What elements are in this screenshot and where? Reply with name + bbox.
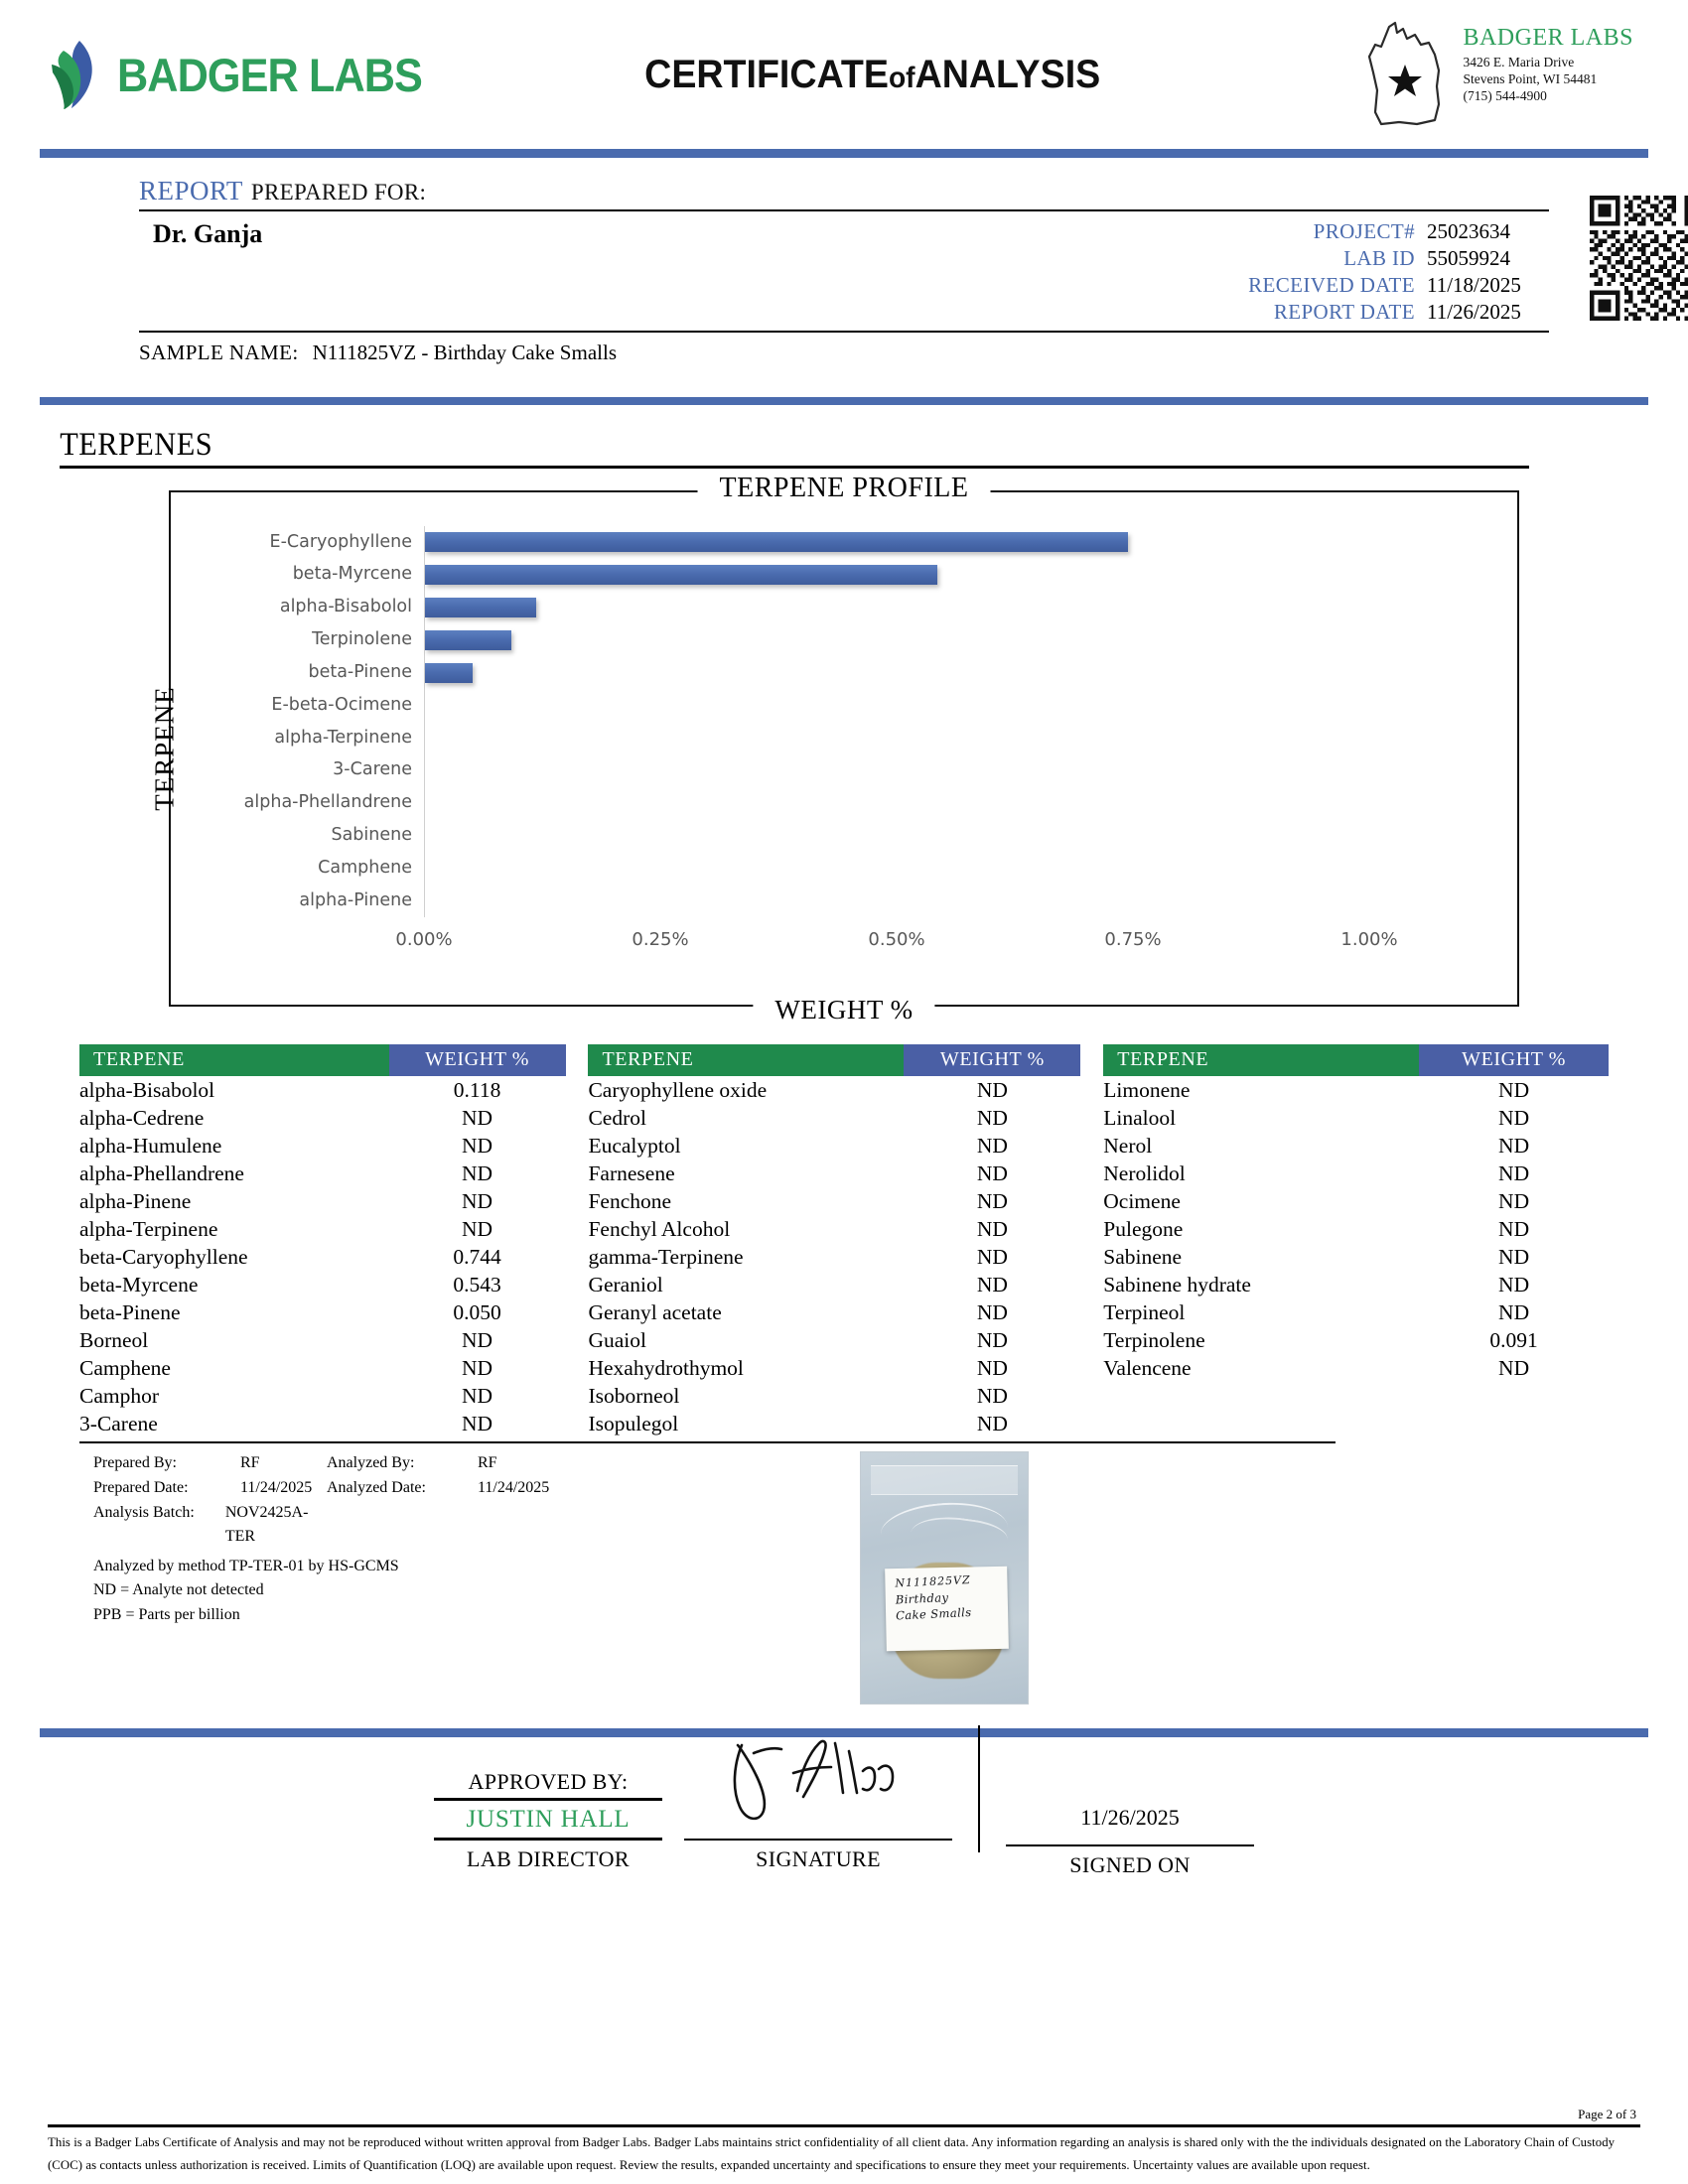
cell-terpene-name: Pulegone xyxy=(1103,1216,1184,1241)
table-row xyxy=(79,1298,1609,1326)
cell-terpene-name: Caryophyllene oxide xyxy=(588,1077,768,1102)
sample-name-label: SAMPLE NAME: xyxy=(139,341,299,364)
col2-terpene-header: TERPENE xyxy=(588,1044,904,1076)
analyzed-by-label: Analyzed By: xyxy=(327,1454,415,1471)
photo-label-line1: N111825VZ xyxy=(895,1573,972,1590)
chart-category-label: Camphene xyxy=(318,857,412,878)
chart-category-label: alpha-Phellandrene xyxy=(243,792,412,813)
cell-gap xyxy=(566,1354,589,1382)
cell-terpene-name: gamma-Terpinene xyxy=(588,1244,744,1269)
signed-on-date: 11/26/2025 xyxy=(1080,1805,1180,1830)
cell-gap xyxy=(566,1382,589,1410)
cell-terpene-name: beta-Pinene xyxy=(79,1299,181,1324)
approval-block xyxy=(0,1769,1688,1878)
lab-city: Stevens Point, WI 54481 xyxy=(1463,70,1598,86)
chart-bar-slot xyxy=(425,623,1487,656)
cell-terpene-name: alpha-Phellandrene xyxy=(79,1160,244,1185)
cell-terpene-name: Cedrol xyxy=(588,1105,646,1130)
report-fields xyxy=(1248,219,1549,325)
cell-weight-value: ND xyxy=(462,1105,493,1130)
chart-category-labels xyxy=(211,526,424,917)
sample-photo-label xyxy=(885,1567,1008,1652)
cell-weight-value: ND xyxy=(976,1299,1008,1324)
cell-terpene-name: Geraniol xyxy=(588,1272,663,1297)
cell-gap xyxy=(566,1104,589,1132)
cell-weight-value xyxy=(1419,1410,1609,1437)
batch-group xyxy=(93,1501,327,1551)
cell-gap xyxy=(1080,1132,1103,1160)
cell-terpene-name: Isopulegol xyxy=(588,1411,679,1435)
table-row xyxy=(79,1271,1609,1298)
chart-plot-area xyxy=(424,526,1487,917)
chart-x-axis-title: WEIGHT % xyxy=(753,995,934,1025)
coa-title-end: ANALYSIS xyxy=(914,52,1101,96)
cell-terpene-name: Ocimene xyxy=(1103,1188,1181,1213)
chart-x-tick-labels xyxy=(395,929,1487,955)
table-row xyxy=(79,1187,1609,1215)
chart-category-label: alpha-Terpinene xyxy=(274,727,412,748)
chart-category-label: Terpinolene xyxy=(312,629,412,650)
analyzed-date-group xyxy=(327,1476,549,1501)
cell-weight-value: 0.543 xyxy=(453,1272,501,1297)
cell-terpene-name: Isoborneol xyxy=(588,1383,680,1408)
cell-gap xyxy=(1080,1076,1103,1104)
cell-gap xyxy=(566,1215,589,1243)
terpenes-section-rule xyxy=(40,397,1648,405)
disclaimer-text: This is a Badger Labs Certificate of Analysis and may not be reproduced without written approval from Badger Labs. Badger Labs maintains strict confidentiality of all client data. Any information regarding an analysis is shared only with the the individuals designated on the Laboratory Chain of Custody (COC) as contacts unless authorization is received. Limits of Quantification (LOQ) are available upon request. Review the results, expanded uncertainty and specifications to ensure they meet your requirements. Uncertainty values are available upon request. xyxy=(48,2135,1616,2172)
chart-bar-slot xyxy=(425,656,1487,689)
cell-terpene-name: Eucalyptol xyxy=(588,1133,681,1158)
meta-row xyxy=(1248,273,1549,298)
col1-terpene-header: TERPENE xyxy=(79,1044,389,1076)
table-row xyxy=(79,1132,1609,1160)
lab-phone: (715) 544-4900 xyxy=(1463,88,1547,104)
sample-photo xyxy=(860,1451,1029,1705)
cell-weight-value: ND xyxy=(976,1244,1008,1269)
cell-terpene-name: Terpineol xyxy=(1103,1299,1186,1324)
chart-category-label: alpha-Bisabolol xyxy=(279,597,412,617)
chart-bar-slot xyxy=(425,689,1487,722)
analyzed-date-label: Analyzed Date: xyxy=(327,1478,426,1496)
chart-x-tick: 1.00% xyxy=(1340,929,1398,950)
meta-row xyxy=(1248,300,1549,325)
cell-weight-value: ND xyxy=(976,1133,1008,1158)
signed-on-label: SIGNED ON xyxy=(1069,1852,1191,1877)
page-title xyxy=(501,53,1281,97)
cell-terpene-name: alpha-Terpinene xyxy=(79,1216,218,1241)
terpene-profile-chart xyxy=(149,473,1519,1024)
prepared-date-label: Prepared Date: xyxy=(93,1478,189,1496)
cell-gap xyxy=(1080,1410,1103,1437)
cell-gap xyxy=(1080,1243,1103,1271)
cell-weight-value: ND xyxy=(976,1105,1008,1130)
cell-weight-value: ND xyxy=(1498,1272,1530,1297)
table-row xyxy=(79,1104,1609,1132)
cell-terpene-name: Nerol xyxy=(1103,1133,1153,1158)
table-header xyxy=(79,1044,1609,1076)
cell-terpene-name: beta-Myrcene xyxy=(79,1272,199,1297)
cell-gap xyxy=(566,1271,589,1298)
cell-terpene-name: Sabinene hydrate xyxy=(1103,1272,1251,1297)
sample-name-row xyxy=(139,333,1549,369)
chart-category-label: E-Caryophyllene xyxy=(269,531,412,552)
col-gap xyxy=(566,1044,589,1076)
cell-gap xyxy=(1080,1326,1103,1354)
header-divider-rule xyxy=(40,149,1648,158)
cell-terpene-name: Hexahydrothymol xyxy=(588,1355,744,1380)
cell-terpene-name xyxy=(1103,1382,1419,1410)
cell-gap xyxy=(566,1187,589,1215)
field-label-project: PROJECT# xyxy=(1313,219,1415,243)
section-title-underline xyxy=(60,466,1529,469)
cell-terpene-name: alpha-Humulene xyxy=(79,1133,222,1158)
analysis-meta xyxy=(79,1451,854,1705)
col1-weight-header: WEIGHT % xyxy=(389,1044,566,1076)
field-label-received-date: RECEIVED DATE xyxy=(1248,273,1415,297)
lab-address-text xyxy=(1463,17,1633,105)
cell-weight-value: ND xyxy=(1498,1216,1530,1241)
col3-weight-header: WEIGHT % xyxy=(1419,1044,1609,1076)
meta-row xyxy=(1248,219,1549,244)
chart-category-label: alpha-Pinene xyxy=(299,889,412,910)
lab-address-block xyxy=(1306,17,1633,132)
cell-gap xyxy=(1080,1354,1103,1382)
cell-gap xyxy=(1080,1187,1103,1215)
table-row xyxy=(79,1326,1609,1354)
cell-gap xyxy=(1080,1298,1103,1326)
cell-weight-value: ND xyxy=(462,1216,493,1241)
field-value-project: 25023634 xyxy=(1427,219,1510,243)
cell-weight-value: ND xyxy=(462,1383,493,1408)
cell-gap xyxy=(566,1076,589,1104)
report-word: REPORT xyxy=(139,176,243,205)
chart-bar xyxy=(425,663,473,683)
cell-terpene-name: Fenchyl Alcohol xyxy=(588,1216,731,1241)
cell-weight-value: ND xyxy=(976,1216,1008,1241)
approver-name: JUSTIN HALL xyxy=(466,1806,631,1833)
cell-gap xyxy=(566,1132,589,1160)
signature-label: SIGNATURE xyxy=(756,1846,881,1871)
cell-weight-value: ND xyxy=(462,1160,493,1185)
lab-street: 3426 E. Maria Drive xyxy=(1463,54,1575,69)
table-row xyxy=(79,1410,1609,1437)
cell-terpene-name: Geranyl acetate xyxy=(588,1299,722,1324)
cell-gap xyxy=(1080,1382,1103,1410)
photo-label-line3: Cake Smalls xyxy=(896,1605,972,1623)
report-info-block xyxy=(139,176,1549,369)
field-value-received-date: 11/18/2025 xyxy=(1427,273,1521,297)
cell-terpene-name: Nerolidol xyxy=(1103,1160,1186,1185)
prepared-by-label: Prepared By: xyxy=(93,1454,177,1471)
field-label-lab-id: LAB ID xyxy=(1343,246,1415,270)
meta-row-batch xyxy=(93,1501,854,1551)
signature-mark xyxy=(724,1727,913,1832)
sample-name-value: N111825VZ - Birthday Cake Smalls xyxy=(312,341,617,364)
cell-gap xyxy=(1080,1271,1103,1298)
chart-bar-slot xyxy=(425,787,1487,820)
cell-weight-value: ND xyxy=(462,1355,493,1380)
cell-weight-value: ND xyxy=(1498,1133,1530,1158)
chart-bar-slot xyxy=(425,559,1487,592)
chart-frame xyxy=(149,473,1519,1024)
cell-terpene-name xyxy=(1103,1410,1419,1437)
table-header-row xyxy=(79,1044,1609,1076)
prepared-by-value: RF xyxy=(240,1454,260,1471)
field-value-lab-id: 55059924 xyxy=(1427,246,1510,270)
prepared-for-line xyxy=(139,176,1549,209)
brand-lockup xyxy=(50,39,477,110)
cell-terpene-name: alpha-Cedrene xyxy=(79,1105,205,1130)
chart-bar-slot xyxy=(425,722,1487,754)
table-row xyxy=(79,1354,1609,1382)
meta-row-prepared-date xyxy=(93,1476,854,1501)
cell-gap xyxy=(1080,1215,1103,1243)
analyzed-date-value: 11/24/2025 xyxy=(478,1478,550,1496)
cell-weight-value: ND xyxy=(976,1327,1008,1352)
col3-terpene-header: TERPENE xyxy=(1103,1044,1419,1076)
report-meta-grid xyxy=(139,211,1549,331)
field-value-report-date: 11/26/2025 xyxy=(1427,300,1521,324)
signature-block xyxy=(684,1769,1254,1878)
analysis-batch-value: NOV2425A-TER xyxy=(224,1503,309,1546)
chart-bar-slot xyxy=(425,819,1487,852)
table-row xyxy=(79,1382,1609,1410)
cell-weight-value: ND xyxy=(976,1272,1008,1297)
photo-label-line2: Birthday xyxy=(895,1590,949,1607)
cell-weight-value xyxy=(1419,1382,1609,1410)
cell-weight-value: ND xyxy=(1498,1160,1530,1185)
prepared-for-label: PREPARED FOR: xyxy=(250,180,427,205)
meta-row-prepared-by xyxy=(93,1451,854,1476)
table-row xyxy=(79,1243,1609,1271)
cell-terpene-name: beta-Caryophyllene xyxy=(79,1244,248,1269)
chart-category-label: E-beta-Ocimene xyxy=(271,694,412,715)
bag-seal xyxy=(871,1465,1018,1495)
method-note: Analyzed by method TP-TER-01 by HS-GCMS xyxy=(93,1558,399,1575)
results-table xyxy=(79,1044,1609,1437)
col2-weight-header: WEIGHT % xyxy=(904,1044,1080,1076)
section-title: TERPENES xyxy=(60,427,213,463)
cell-weight-value: ND xyxy=(1498,1244,1530,1269)
page-header xyxy=(0,0,1688,149)
coa-title-of: of xyxy=(888,61,915,94)
chart-x-tick: 0.00% xyxy=(395,929,453,950)
chart-bar xyxy=(425,532,1128,552)
cell-gap xyxy=(566,1243,589,1271)
cell-weight-value: 0.091 xyxy=(1489,1327,1538,1352)
cell-weight-value: ND xyxy=(1498,1077,1530,1102)
brand-name: BADGER LABS xyxy=(117,48,422,101)
coa-title-main: CERTIFICATE xyxy=(644,52,889,96)
cell-weight-value: ND xyxy=(976,1188,1008,1213)
cell-weight-value: ND xyxy=(976,1383,1008,1408)
field-label-report-date: REPORT DATE xyxy=(1273,300,1415,324)
cell-weight-value: 0.118 xyxy=(453,1077,501,1102)
cell-terpene-name: Camphene xyxy=(79,1355,171,1380)
cell-weight-value: ND xyxy=(976,1077,1008,1102)
qr-code[interactable] xyxy=(1577,196,1688,321)
cell-terpene-name: Valencene xyxy=(1103,1355,1192,1380)
chart-x-tick: 0.25% xyxy=(632,929,689,950)
chart-bar-slot xyxy=(425,885,1487,917)
table-body xyxy=(79,1076,1609,1437)
cell-gap xyxy=(566,1160,589,1187)
cell-gap xyxy=(1080,1104,1103,1132)
chart-bar-slot xyxy=(425,754,1487,787)
signed-on-column xyxy=(1006,1769,1254,1878)
cell-weight-value: ND xyxy=(1498,1299,1530,1324)
chart-bar xyxy=(425,630,511,650)
nd-note: ND = Analyte not detected xyxy=(93,1580,264,1598)
signature-divider xyxy=(978,1725,980,1852)
page-footer xyxy=(0,2107,1688,2176)
cell-weight-value: ND xyxy=(462,1133,493,1158)
client-name: Dr. Ganja xyxy=(153,219,263,248)
wisconsin-outline-icon xyxy=(1359,21,1451,132)
lab-name: BADGER LABS xyxy=(1463,25,1633,51)
cell-weight-value: ND xyxy=(1498,1355,1530,1380)
cell-terpene-name: alpha-Bisabolol xyxy=(79,1077,215,1102)
cell-terpene-name: Terpinolene xyxy=(1103,1327,1205,1352)
terpene-results-table xyxy=(79,1044,1609,1443)
chart-bar-slot xyxy=(425,852,1487,885)
cell-terpene-name: Borneol xyxy=(79,1327,149,1352)
analyzed-by-value: RF xyxy=(478,1454,497,1471)
cell-gap xyxy=(566,1326,589,1354)
cell-terpene-name: 3-Carene xyxy=(79,1411,158,1435)
cell-weight-value: ND xyxy=(462,1411,493,1435)
chart-category-label: beta-Pinene xyxy=(308,661,412,682)
cell-weight-value: ND xyxy=(1498,1105,1530,1130)
cell-weight-value: ND xyxy=(976,1160,1008,1185)
cell-terpene-name: Limonene xyxy=(1103,1077,1191,1102)
chart-category-label: Sabinene xyxy=(331,825,412,846)
col-gap xyxy=(1080,1044,1103,1076)
cell-terpene-name: Guaiol xyxy=(588,1327,646,1352)
chart-bars xyxy=(425,526,1487,917)
table-row xyxy=(79,1076,1609,1104)
cell-weight-value: 0.050 xyxy=(453,1299,501,1324)
chart-bar xyxy=(425,565,937,585)
cell-gap xyxy=(566,1410,589,1437)
analyzed-by-group xyxy=(327,1451,497,1476)
cell-terpene-name: Sabinene xyxy=(1103,1244,1183,1269)
cell-gap xyxy=(566,1298,589,1326)
chart-category-label: 3-Carene xyxy=(333,759,412,780)
cell-weight-value: ND xyxy=(976,1355,1008,1380)
meta-row xyxy=(1248,246,1549,271)
ppb-note: PPB = Parts per billion xyxy=(93,1605,240,1623)
cell-weight-value: ND xyxy=(976,1411,1008,1435)
chart-category-label: beta-Myrcene xyxy=(292,564,412,585)
approver-role: LAB DIRECTOR xyxy=(467,1846,630,1871)
analysis-meta-and-photo xyxy=(79,1451,1609,1705)
table-row xyxy=(79,1215,1609,1243)
cell-weight-value: ND xyxy=(462,1188,493,1213)
cell-terpene-name: Farnesene xyxy=(588,1160,675,1185)
cell-gap xyxy=(1080,1160,1103,1187)
cell-weight-value: ND xyxy=(462,1327,493,1352)
cell-terpene-name: alpha-Pinene xyxy=(79,1188,192,1213)
cell-terpene-name: Camphor xyxy=(79,1383,160,1408)
prepared-date-group xyxy=(93,1476,327,1501)
chart-plot-container xyxy=(211,510,1487,989)
page-number: Page 2 of 3 xyxy=(1578,2107,1636,2122)
cell-terpene-name: Fenchone xyxy=(588,1188,672,1213)
table-row xyxy=(79,1160,1609,1187)
chart-bar-slot xyxy=(425,526,1487,559)
chart-bar-slot xyxy=(425,592,1487,624)
chart-x-tick: 0.50% xyxy=(868,929,925,950)
chart-title: TERPENE PROFILE xyxy=(698,473,991,504)
table-bottom-rule xyxy=(79,1441,1336,1443)
analysis-batch-label: Analysis Batch: xyxy=(93,1503,195,1521)
prepared-date-value: 11/24/2025 xyxy=(240,1478,313,1496)
terpenes-section-header xyxy=(40,427,1648,469)
cell-terpene-name: Linalool xyxy=(1103,1105,1177,1130)
cell-weight-value: ND xyxy=(1498,1188,1530,1213)
approved-by-label: APPROVED BY: xyxy=(468,1769,629,1794)
chart-y-axis-title: TERPENE xyxy=(149,686,180,811)
chart-bar xyxy=(425,598,536,617)
prepared-by-group xyxy=(93,1451,327,1476)
signature-column xyxy=(684,1769,952,1878)
chart-rows xyxy=(211,526,1487,917)
badger-leaf-logo-icon xyxy=(50,39,107,110)
chart-x-tick: 0.75% xyxy=(1104,929,1162,950)
approved-by-column xyxy=(434,1769,662,1878)
cell-weight-value: 0.744 xyxy=(453,1244,501,1269)
